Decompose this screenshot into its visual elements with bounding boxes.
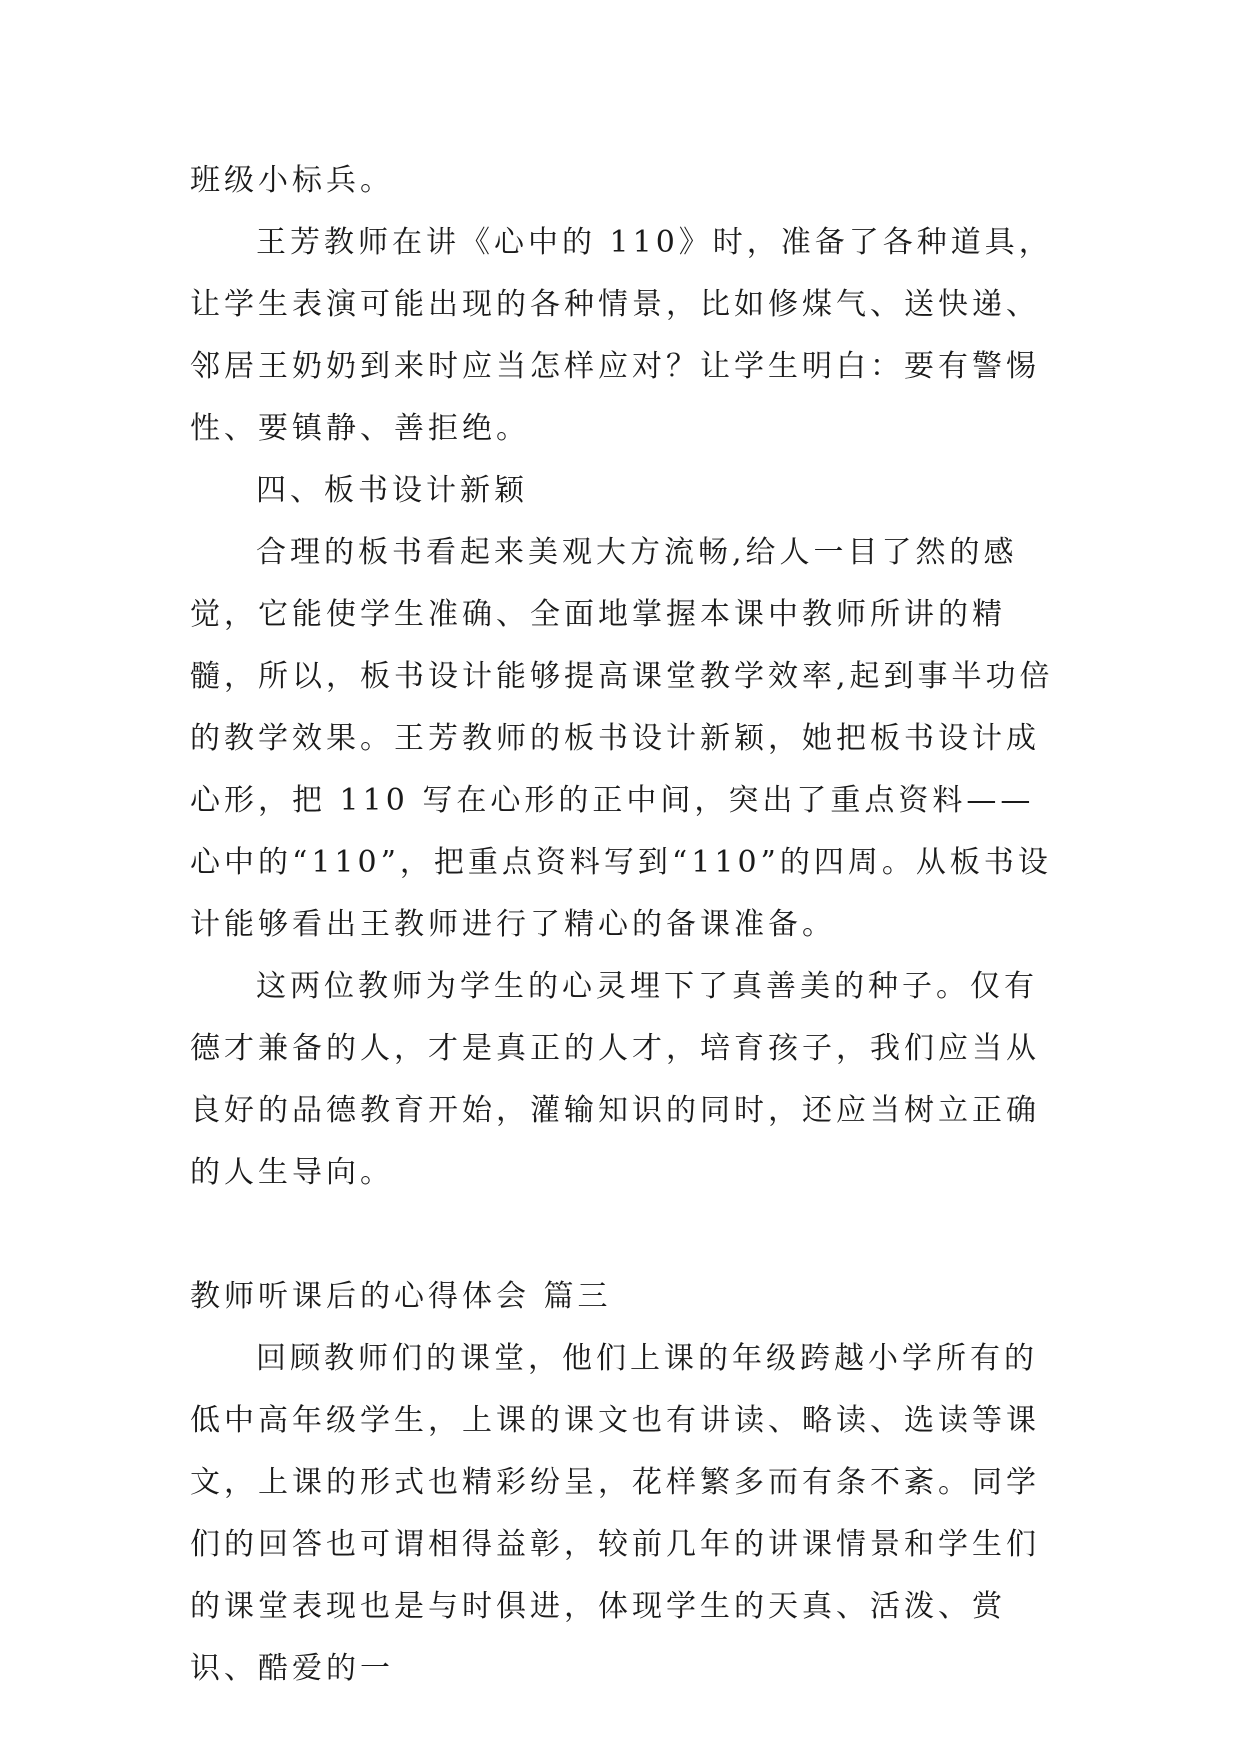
document-body [190,150,1060,1700]
paragraph-continued: 班级小标兵。 [190,163,394,198]
paragraph-spacer [190,1204,1060,1266]
article-title: 教师听课后的心得体会 篇三 [190,1279,612,1314]
paragraph-review: 回顾教师们的课堂，他们上课的年级跨越小学所有的低中高年级学生，上课的课文也有讲读、略读、选读等课文，上课的形式也精彩纷呈，花样繁多而有条不紊。同学们的回答也可谓相得益彰，较前几年的讲课情景和学生们的课堂表现也是与时俱进，体现学生的天真、活泼、赏识、酷爱的一 [190,1341,1040,1686]
paragraph-board-design: 合理的板书看起来美观大方流畅,给人一目了然的感觉，它能使学生准确、全面地掌握本课中教师所讲的精髓，所以，板书设计能够提高课堂教学效率,起到事半功倍的教学效果。王芳教师的板书设计新颖，她把板书设计成心形，把 110 写在心形的正中间，突出了重点资料——心中的“110”，把重点资料写到“110”的四周。从板书设计能够看出王教师进行了精心的备课准备。 [190,535,1054,942]
paragraph-wangfang-props: 王芳教师在讲《心中的 110》时，准备了各种道具，让学生表演可能出现的各种情景，比如修煤气、送快递、邻居王奶奶到来时应当怎样应对？让学生明白：要有警惕性、要镇静、善拒绝。 [190,225,1053,446]
section-heading-board-design: 四、板书设计新颖 [256,473,528,508]
paragraph-conclusion: 这两位教师为学生的心灵埋下了真善美的种子。仅有德才兼备的人，才是真正的人才，培育孩子，我们应当从良好的品德教育开始，灌输知识的同时，还应当树立正确的人生导向。 [190,969,1040,1190]
